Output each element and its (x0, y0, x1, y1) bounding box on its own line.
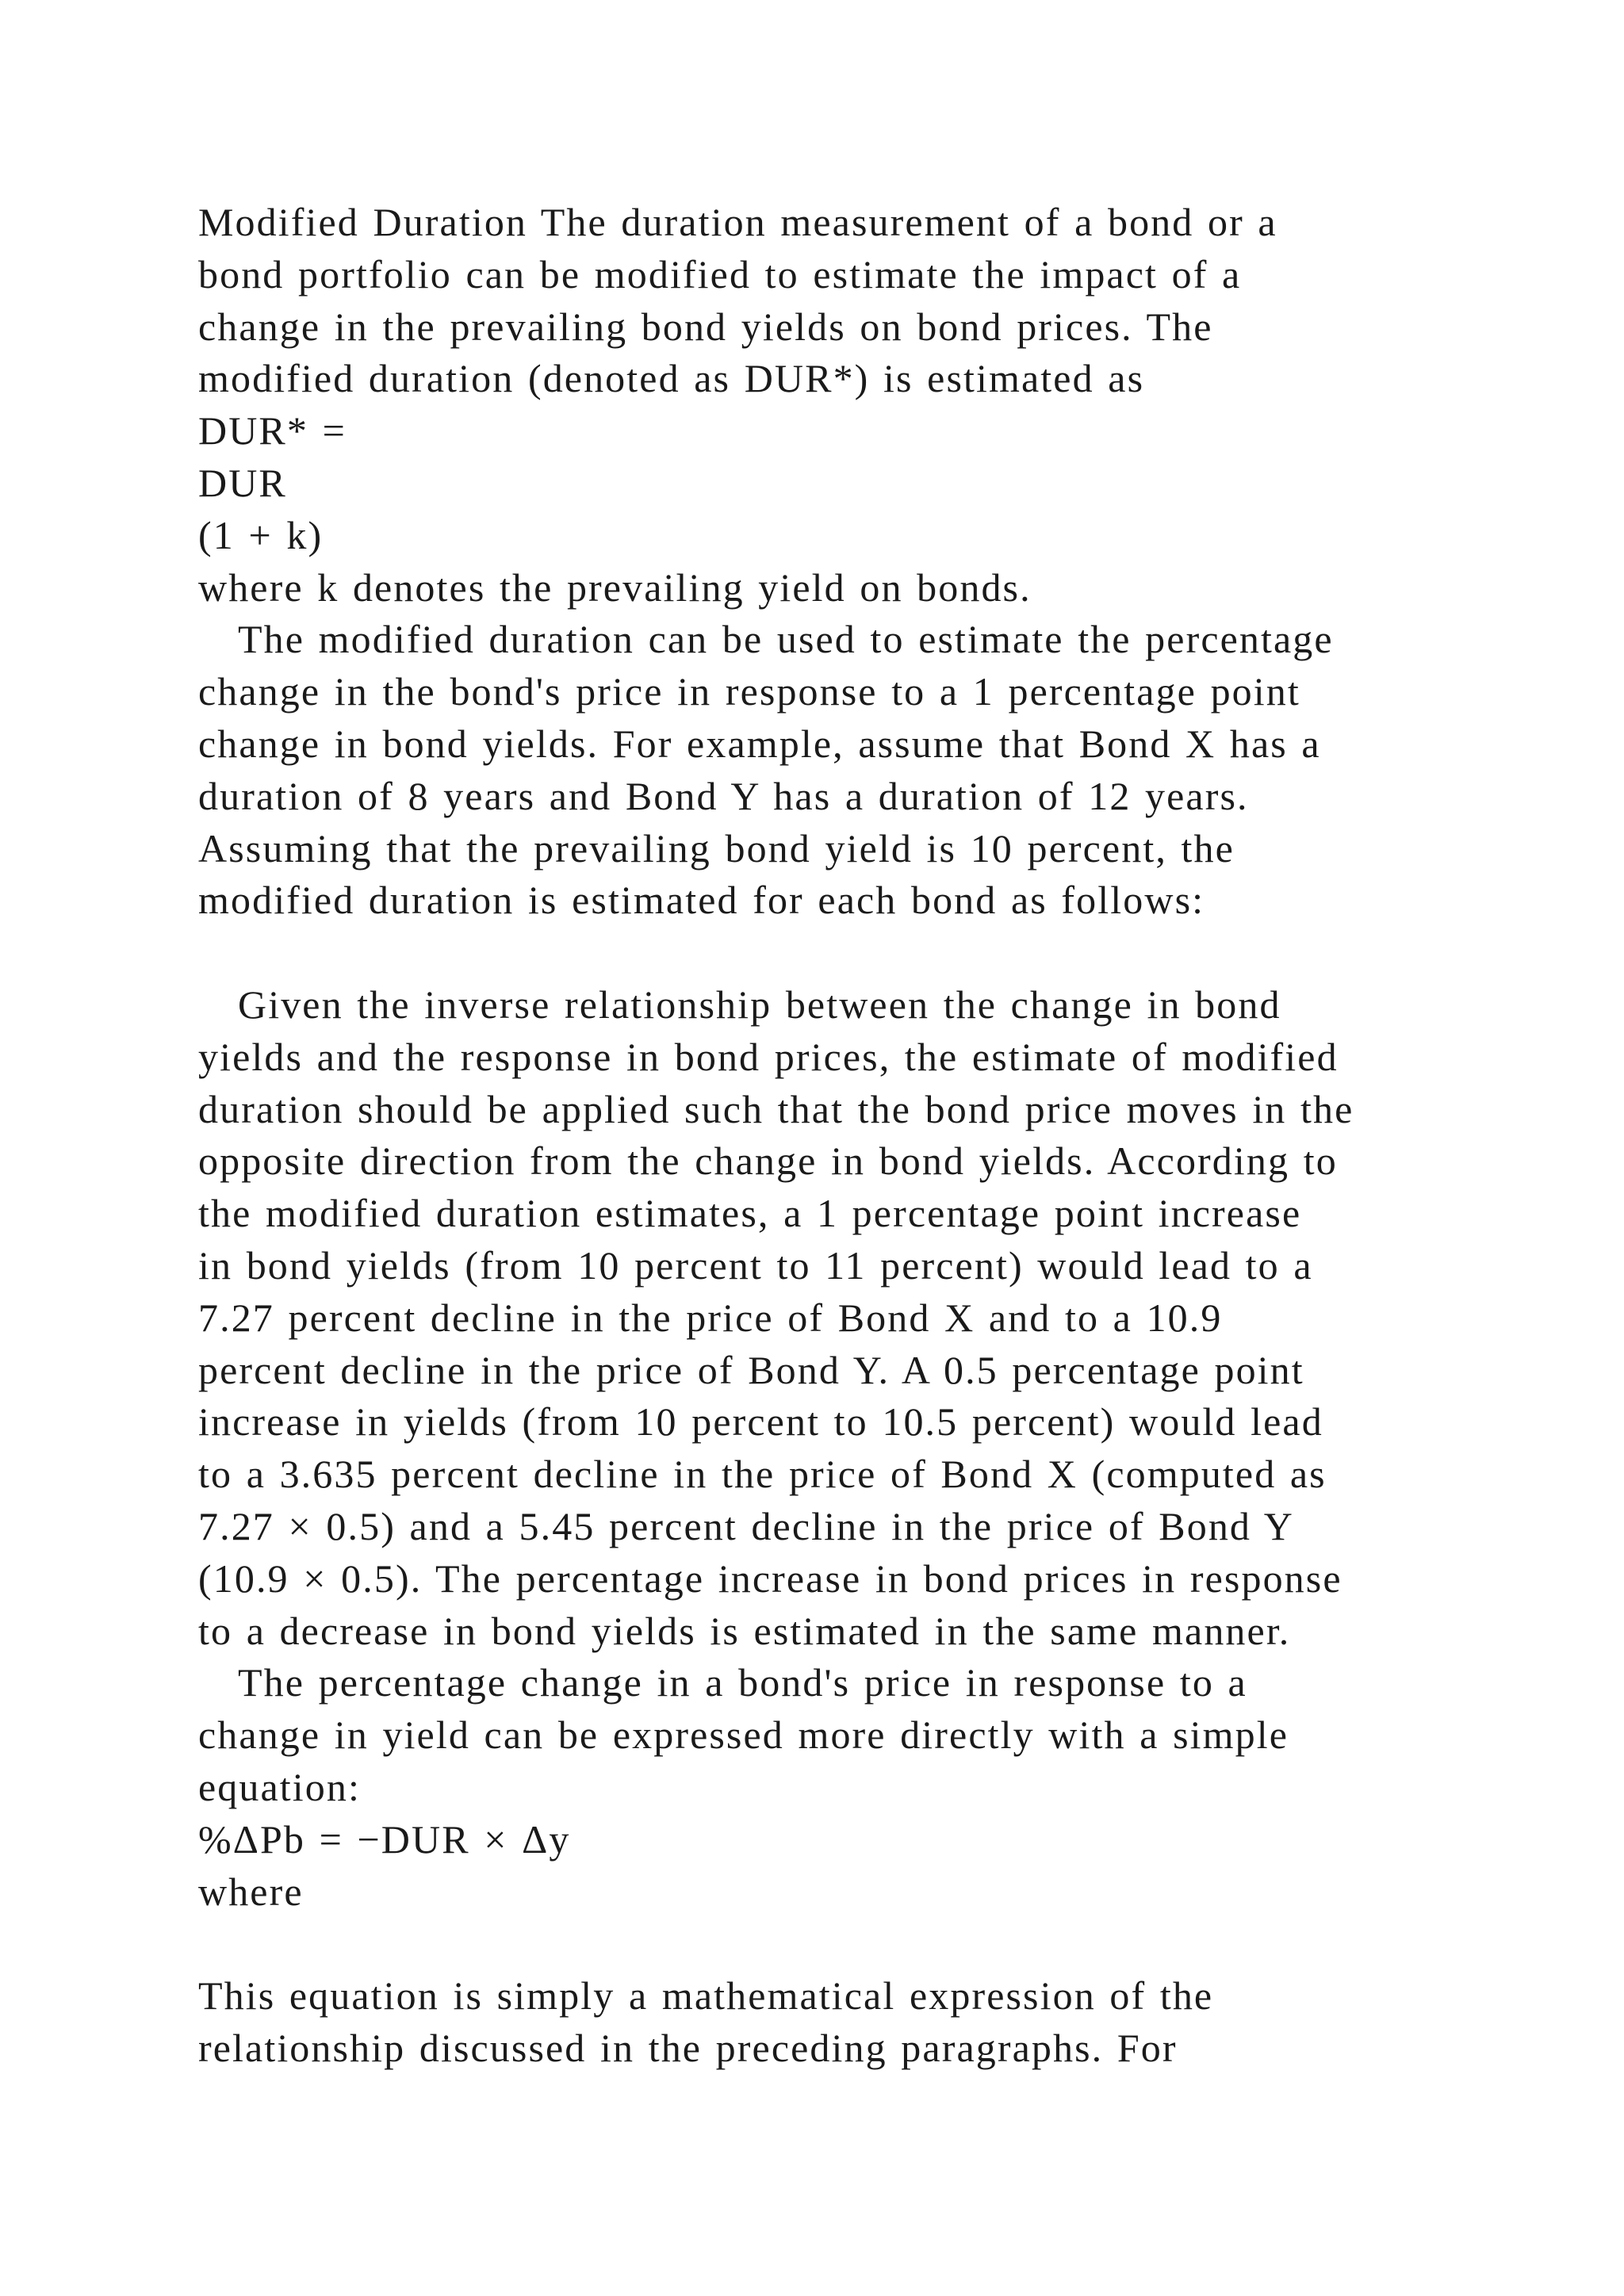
text-line: increase in yields (from 10 percent to 10.5 percent) would lead (198, 1399, 1323, 1445)
document-page (198, 197, 1483, 2075)
text-line: in bond yields (from 10 percent to 11 percent) would lead to a (198, 1242, 1313, 1288)
text-line: 7.27 percent decline in the price of Bond X and to a 10.9 (198, 1295, 1223, 1340)
text-line: Assuming that the prevailing bond yield is 10 percent, the (198, 825, 1235, 871)
text-line: where (198, 1869, 304, 1914)
text-line: to a decrease in bond yields is estimated in the same manner. (198, 1608, 1291, 1653)
text-line: duration should be applied such that the bond price moves in the (198, 1086, 1354, 1131)
paragraph-start-line: The percentage change in a bond's price in response to a (238, 1660, 1247, 1705)
text-line: (10.9 × 0.5). The percentage increase in bond prices in response (198, 1556, 1342, 1601)
text-line: Modified Duration The duration measurement of a bond or a (198, 200, 1277, 244)
paragraph-start-line: The modified duration can be used to estimate the percentage (238, 617, 1334, 662)
equation-line: %ΔPb = −DUR × Δy (198, 1816, 571, 1862)
blank-line (198, 927, 1483, 979)
text-line: the modified duration estimates, a 1 percentage point increase (198, 1191, 1302, 1236)
text-line: opposite direction from the change in bond yields. According to (198, 1138, 1338, 1184)
paragraph-start-line: Given the inverse relationship between the change in bond (238, 982, 1281, 1027)
text-line: modified duration (denoted as DUR*) is estimated as (198, 356, 1145, 401)
text-line: change in the prevailing bond yields on bond prices. The (198, 304, 1213, 349)
text-line: 7.27 × 0.5) and a 5.45 percent decline in the price of Bond Y (198, 1503, 1294, 1548)
text-line: bond portfolio can be modified to estimate the impact of a (198, 251, 1242, 297)
text-line: change in yield can be expressed more directly with a simple (198, 1712, 1289, 1758)
formula-denominator: (1 + k) (198, 512, 324, 557)
text-line: duration of 8 years and Bond Y has a duration of 12 years. (198, 773, 1249, 818)
text-line: to a 3.635 percent decline in the price of Bond X (computed as (198, 1452, 1327, 1497)
text-line: percent decline in the price of Bond Y. A 0.5 percentage point (198, 1347, 1304, 1392)
text-line: change in the bond's price in response to a 1 percentage point (198, 669, 1300, 714)
text-line: where k denotes the prevailing yield on bonds. (198, 564, 1032, 610)
text-line: yields and the response in bond prices, the estimate of modified (198, 1034, 1339, 1079)
text-line: relationship discussed in the preceding paragraphs. For (198, 2025, 1178, 2070)
formula-numerator: DUR (198, 460, 287, 505)
formula-lhs: DUR* = (198, 408, 347, 453)
text-line: equation: (198, 1764, 361, 1809)
text-line: modified duration is estimated for each bond as follows: (198, 878, 1205, 923)
blank-line (198, 1918, 1483, 1970)
text-line: This equation is simply a mathematical expression of the (198, 1973, 1214, 2019)
text-line: change in bond yields. For example, assume that Bond X has a (198, 721, 1321, 766)
